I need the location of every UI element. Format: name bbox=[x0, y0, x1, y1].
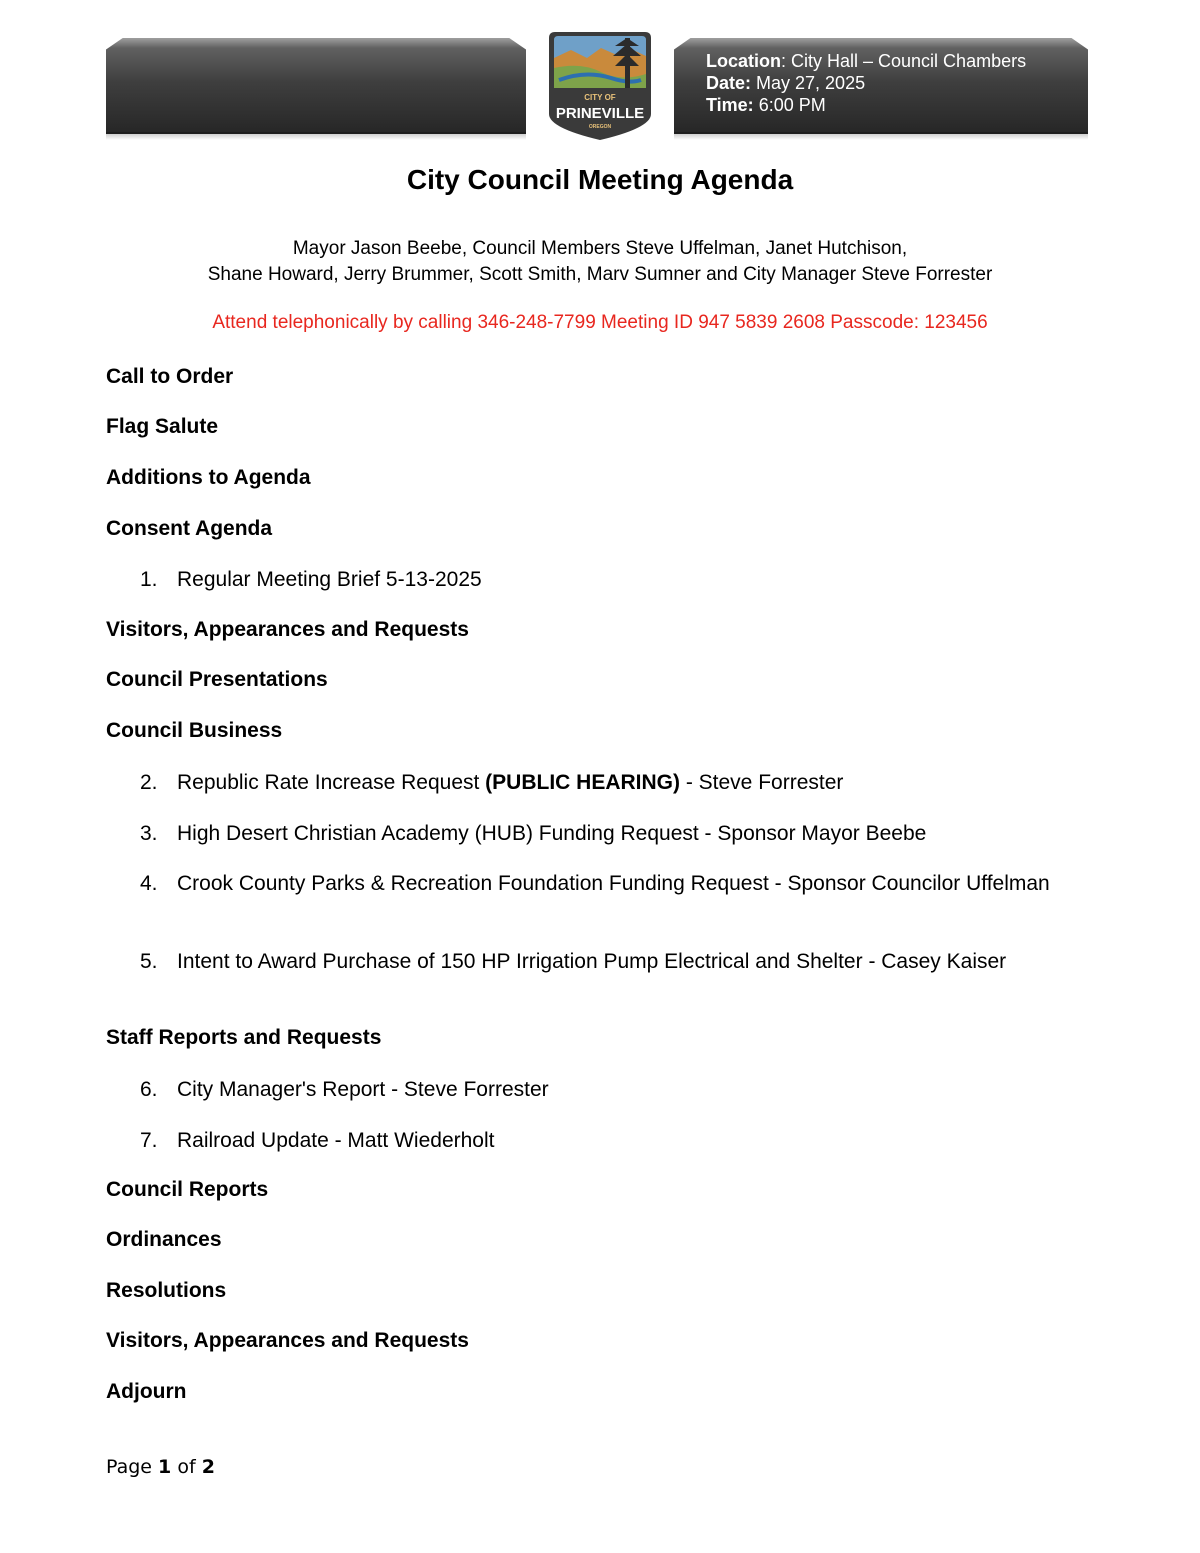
meeting-date bbox=[706, 72, 1026, 94]
time-label: Time: bbox=[706, 95, 754, 115]
agenda-item-text: Regular Meeting Brief 5-13-2025 bbox=[177, 568, 482, 591]
agenda-item-text: Railroad Update - Matt Wiederholt bbox=[177, 1129, 495, 1152]
agenda-item-6 bbox=[140, 1076, 1070, 1103]
logo-line2: PRINEVILLE bbox=[555, 105, 645, 122]
section-visitors-appearances-requests-2: Visitors, Appearances and Requests bbox=[106, 1329, 469, 1352]
section-staff-reports-requests: Staff Reports and Requests bbox=[106, 1026, 382, 1049]
of-word: of bbox=[171, 1456, 202, 1478]
agenda-item-number: 1. bbox=[140, 568, 158, 591]
public-hearing-label: (PUBLIC HEARING) bbox=[485, 771, 680, 794]
agenda-item-number: 3. bbox=[140, 822, 158, 845]
logo-line1: CITY OF bbox=[584, 93, 616, 102]
agenda-item-number: 6. bbox=[140, 1078, 158, 1101]
page-word: Page bbox=[106, 1456, 159, 1478]
city-of-prineville-logo bbox=[541, 28, 659, 142]
section-consent-agenda: Consent Agenda bbox=[106, 517, 273, 540]
agenda-item-number: 2. bbox=[140, 771, 158, 794]
date-value: May 27, 2025 bbox=[751, 73, 866, 93]
agenda-item-text bbox=[177, 769, 1070, 796]
page-current: 1 bbox=[158, 1456, 172, 1478]
page-number bbox=[106, 1456, 215, 1478]
section-additions-to-agenda: Additions to Agenda bbox=[106, 466, 311, 489]
header-banner-left-shadow bbox=[106, 132, 526, 140]
page-title: City Council Meeting Agenda bbox=[406, 164, 794, 195]
attendees-line-2: Shane Howard, Jerry Brummer, Scott Smith, Marv Sumner and City Manager Steve Forrester bbox=[207, 264, 993, 285]
meeting-time bbox=[706, 94, 1026, 116]
location-label: Location bbox=[706, 51, 781, 71]
attendees-line-1: Mayor Jason Beebe, Council Members Steve Uffelman, Janet Hutchison, bbox=[292, 238, 908, 259]
section-council-reports: Council Reports bbox=[106, 1178, 269, 1201]
agenda-item-4 bbox=[140, 870, 1070, 897]
logo-line3: OREGON bbox=[588, 124, 612, 130]
agenda-item-number: 4. bbox=[140, 872, 158, 895]
location-value: : City Hall – Council Chambers bbox=[781, 51, 1027, 71]
telephonic-attendance-note: Attend telephonically by calling 346-248-7799 Meeting ID 947 5839 2608 Passcode: 123456 bbox=[212, 312, 988, 333]
agenda-item-text: High Desert Christian Academy (HUB) Funding Request - Sponsor Mayor Beebe bbox=[177, 822, 927, 845]
agenda-item-text-post: - Steve Forrester bbox=[680, 771, 844, 794]
page-total: 2 bbox=[201, 1456, 215, 1478]
time-value: 6:00 PM bbox=[753, 95, 826, 115]
section-call-to-order: Call to Order bbox=[106, 365, 234, 388]
agenda-item-5 bbox=[140, 948, 1070, 975]
agenda-item-text: Crook County Parks & Recreation Foundation Funding Request - Sponsor Councilor Uffelman bbox=[177, 872, 1050, 895]
meeting-info bbox=[706, 50, 1026, 116]
agenda-item-text-pre: Republic Rate Increase Request bbox=[177, 771, 486, 794]
section-ordinances: Ordinances bbox=[106, 1228, 222, 1251]
agenda-item-text: Intent to Award Purchase of 150 HP Irrigation Pump Electrical and Shelter - Casey Kaiser bbox=[177, 950, 1007, 973]
agenda-item-7 bbox=[140, 1127, 1070, 1154]
agenda-item-number: 5. bbox=[140, 950, 158, 973]
attendees bbox=[0, 236, 1200, 288]
section-visitors-appearances-requests: Visitors, Appearances and Requests bbox=[106, 618, 469, 641]
section-adjourn: Adjourn bbox=[106, 1380, 187, 1403]
header-banner-left bbox=[106, 38, 526, 134]
agenda-item-3 bbox=[140, 820, 1070, 847]
section-council-presentations: Council Presentations bbox=[106, 668, 328, 691]
section-flag-salute: Flag Salute bbox=[106, 415, 219, 438]
section-council-business: Council Business bbox=[106, 719, 283, 742]
agenda-item-2 bbox=[140, 769, 1070, 796]
agenda-item-1 bbox=[140, 566, 1070, 593]
meeting-location bbox=[706, 50, 1026, 72]
agenda-item-text: City Manager's Report - Steve Forrester bbox=[177, 1078, 549, 1101]
agenda-item-number: 7. bbox=[140, 1129, 158, 1152]
section-resolutions: Resolutions bbox=[106, 1279, 227, 1302]
date-label: Date: bbox=[706, 73, 752, 93]
header-banner-right-shadow bbox=[674, 132, 1088, 140]
